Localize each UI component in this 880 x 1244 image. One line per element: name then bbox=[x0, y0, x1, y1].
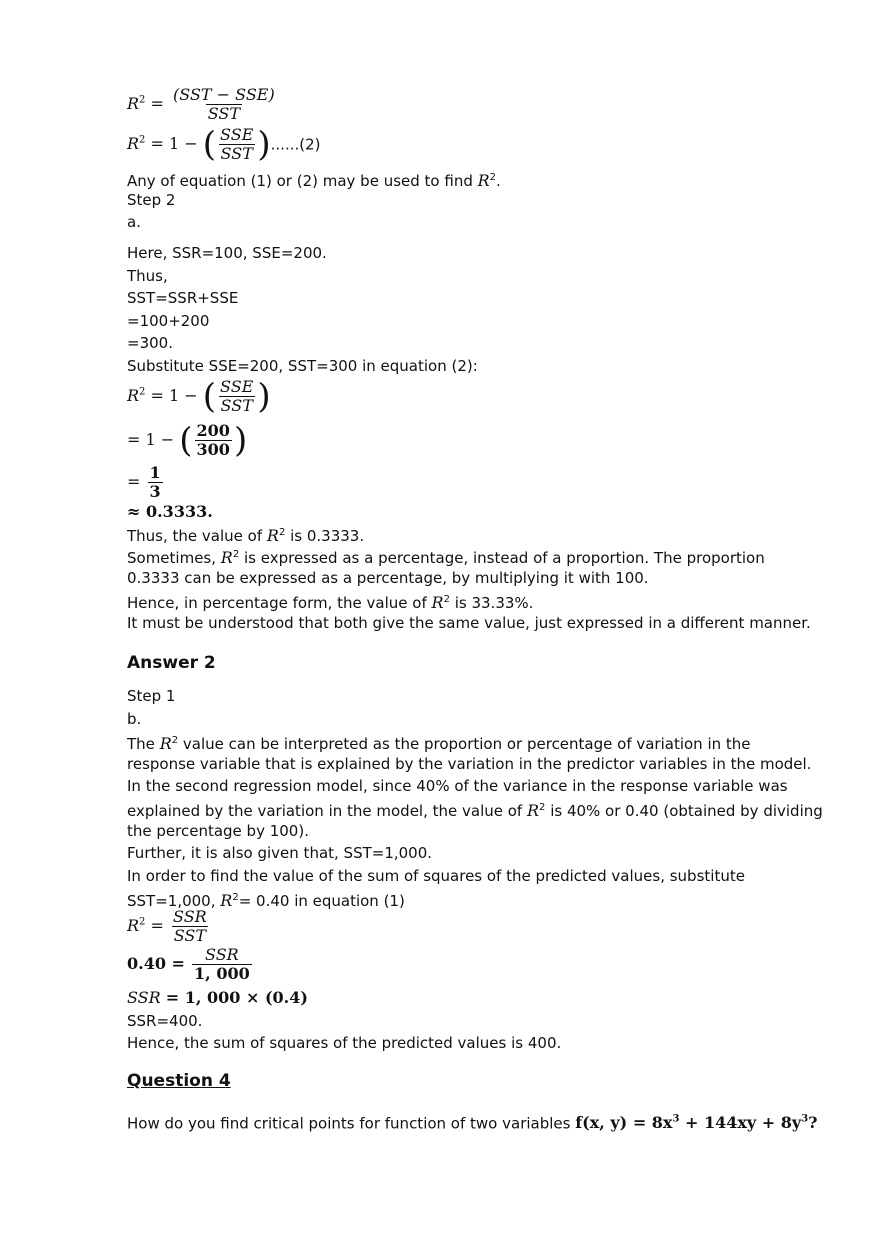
answer2-para-line-2: response variable that is explained by the variation in the predictor variables in the model. bbox=[127, 755, 812, 773]
r2-equation-2: $R^2 = 1$ − ( $\frac{\text{SSE}}{\text{SST}}$ )......(2) bbox=[127, 124, 321, 165]
step-1-label: Step 1 bbox=[127, 687, 176, 705]
part-b-label: b. bbox=[127, 710, 142, 728]
sst-sum-line: SST=SSR+SSE bbox=[127, 289, 239, 307]
question-4-text: How do you find critical points for function of two variables f(x, $y) = 8x^3 + 144xy + 8y^3$? bbox=[127, 1113, 818, 1133]
answer2-para-line-8: SST=1,000, $R^2= 0.40$ in equation (1) bbox=[127, 891, 405, 910]
answer2-para-line-1: The $R^2$ value can be interpreted as the proportion or percentage of variation in the bbox=[127, 734, 751, 753]
part-a-label: a. bbox=[127, 213, 141, 231]
value-conclusion-line: Thus, the value of $R^2$ is 0.3333. bbox=[127, 526, 365, 545]
r2-definition-formula: $R^2$ = $\frac{\text{(SST − SSE)}}{\text{SST}}$ bbox=[127, 85, 275, 123]
ssr-result: SSR=400. bbox=[127, 1012, 203, 1030]
work-step-c: = $\frac{1}{3}$ bbox=[127, 463, 161, 501]
thus-line: Thus, bbox=[127, 267, 168, 285]
r2-ssr-formula: $R^2$ = $\frac{\text{SSR}}{\text{SST}}$ bbox=[127, 907, 207, 945]
answer2-para-line-3: In the second regression model, since 40% of the variance in the response variable was bbox=[127, 777, 788, 795]
given-values-line: Here, SSR=100, SSE=200. bbox=[127, 244, 327, 262]
understood-line: It must be understood that both give the same value, just expressed in a different manner. bbox=[127, 614, 811, 632]
answer-2-heading: Answer 2 bbox=[127, 653, 216, 673]
sometimes-line: Sometimes, $R^2$ is expressed as a percentage, instead of a proportion. The proportion bbox=[127, 548, 765, 567]
answer2-para-line-7: In order to find the value of the sum of squares of the predicted values, substitute bbox=[127, 867, 745, 885]
any-equation-line: Any of equation (1) or (2) may be used to find $R^2$. bbox=[127, 171, 501, 190]
answer2-para-line-4: explained by the variation in the model, the value of $R^2$ is 40% or 0.40 (obtained by dividing bbox=[127, 801, 823, 820]
work-step-a: $R^2 = 1$ − ( $\frac{\text{SSE}}{\text{SST}}$ ) bbox=[127, 376, 271, 417]
percentage-line: Hence, in percentage form, the value of $R^2$ is 33.33%. bbox=[127, 593, 534, 612]
step-2-label: Step 2 bbox=[127, 191, 176, 209]
answer2-para-line-5: the percentage by 100). bbox=[127, 822, 309, 840]
ssr-calculation: SSR = 1, 000 × (0.4) bbox=[127, 988, 308, 1007]
question-4-heading: Question 4 bbox=[127, 1071, 231, 1091]
substitute-line: Substitute SSE=200, SST=300 in equation (2): bbox=[127, 357, 478, 375]
sst-result-line: =300. bbox=[127, 334, 173, 352]
sst-sum-values-line: =100+200 bbox=[127, 312, 210, 330]
work-step-b: = 1 − ( $\frac{200}{300}$ ) bbox=[127, 420, 248, 461]
answer2-conclusion: Hence, the sum of squares of the predicted values is 400. bbox=[127, 1034, 562, 1052]
answer2-para-line-6: Further, it is also given that, SST=1,000. bbox=[127, 844, 433, 862]
proportion-line: 0.3333 can be expressed as a percentage, by multiplying it with 100. bbox=[127, 569, 649, 587]
approx-value: ≈ 0.3333. bbox=[127, 502, 213, 521]
r2-value-formula: 0.40 = $\frac{\text{SSR}}{1, 000}$ bbox=[127, 945, 250, 983]
